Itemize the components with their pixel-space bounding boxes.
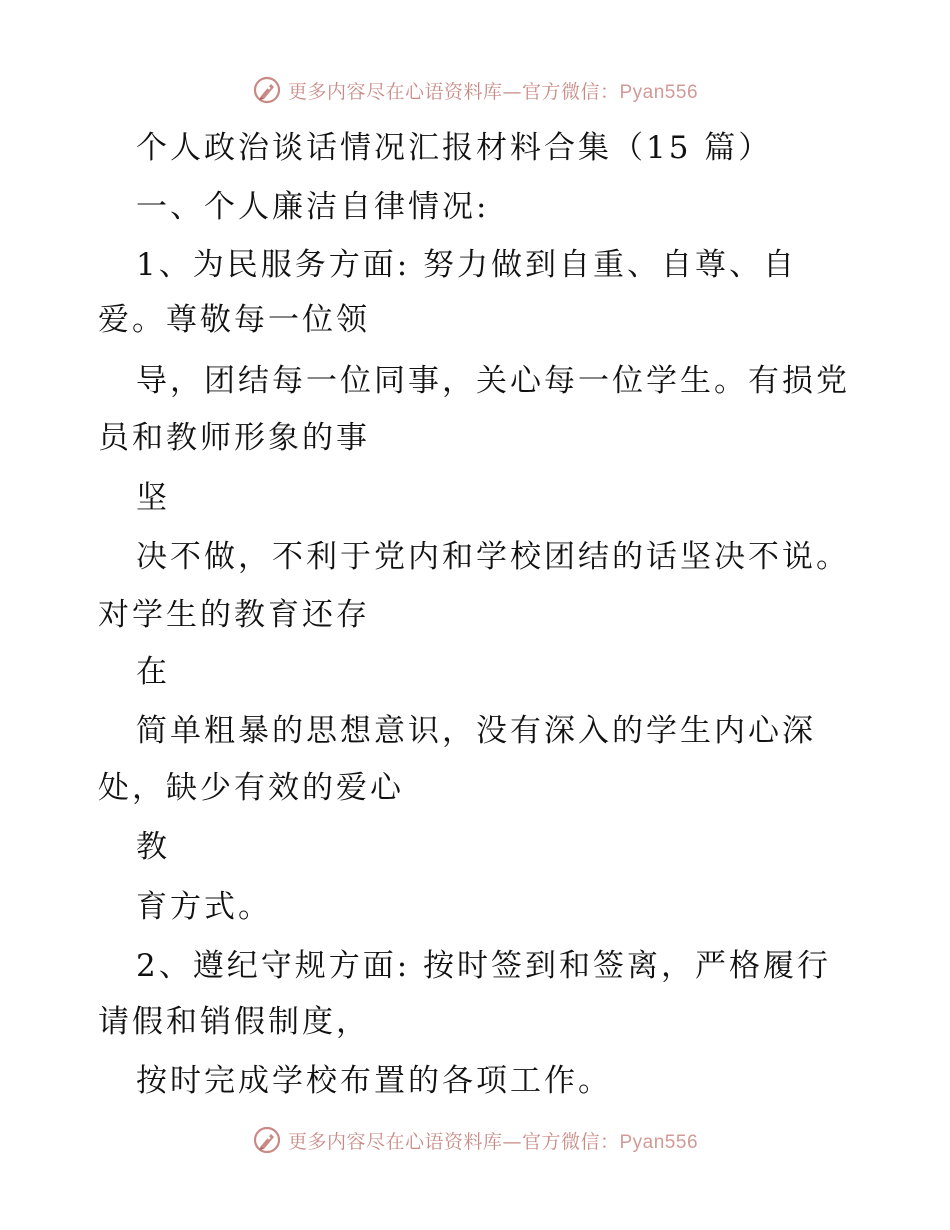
body-line: 一、个人廉洁自律情况: <box>136 189 490 225</box>
body-line: 2、遵纪守规方面: 按时签到和签离，严格履行 <box>136 948 832 984</box>
body-line: 在 <box>136 654 170 690</box>
watermark-wechat-id: Pyan556 <box>619 1131 699 1153</box>
body-line: 简单粗暴的思想意识，没有深入的学生内心深 <box>136 713 816 749</box>
watermark-wechat-id: Pyan556 <box>619 81 699 103</box>
body-line: 坚 <box>136 480 170 516</box>
body-line: 按时完成学校布置的各项工作。 <box>136 1063 612 1099</box>
watermark-text: 更多内容尽在心语资料库—官方微信：Pyan556 <box>287 1130 699 1153</box>
pen-nib-logo-icon <box>252 1125 282 1155</box>
body-line: 决不做，不利于党内和学校团结的话坚决不说。 <box>136 539 850 575</box>
footer-watermark <box>0 1120 950 1160</box>
watermark-text: 更多内容尽在心语资料库—官方微信：Pyan556 <box>287 80 699 103</box>
pen-nib-logo-icon <box>252 75 282 105</box>
body-line: 对学生的教育还存 <box>98 597 370 633</box>
body-line: 请假和销假制度， <box>98 1004 370 1040</box>
document-title: 个人政治谈话情况汇报材料合集（15 篇） <box>136 130 773 166</box>
body-line: 导，团结每一位同事，关心每一位学生。有损党 <box>136 363 850 399</box>
body-line: 员和教师形象的事 <box>98 420 370 456</box>
body-line: 1、为民服务方面: 努力做到自重、自尊、自 <box>136 247 798 283</box>
body-line: 育方式。 <box>136 889 272 925</box>
body-line: 爱。尊敬每一位领 <box>98 302 370 338</box>
header-watermark <box>0 70 950 110</box>
body-line: 教 <box>136 829 170 865</box>
body-line: 处，缺少有效的爱心 <box>98 770 404 806</box>
